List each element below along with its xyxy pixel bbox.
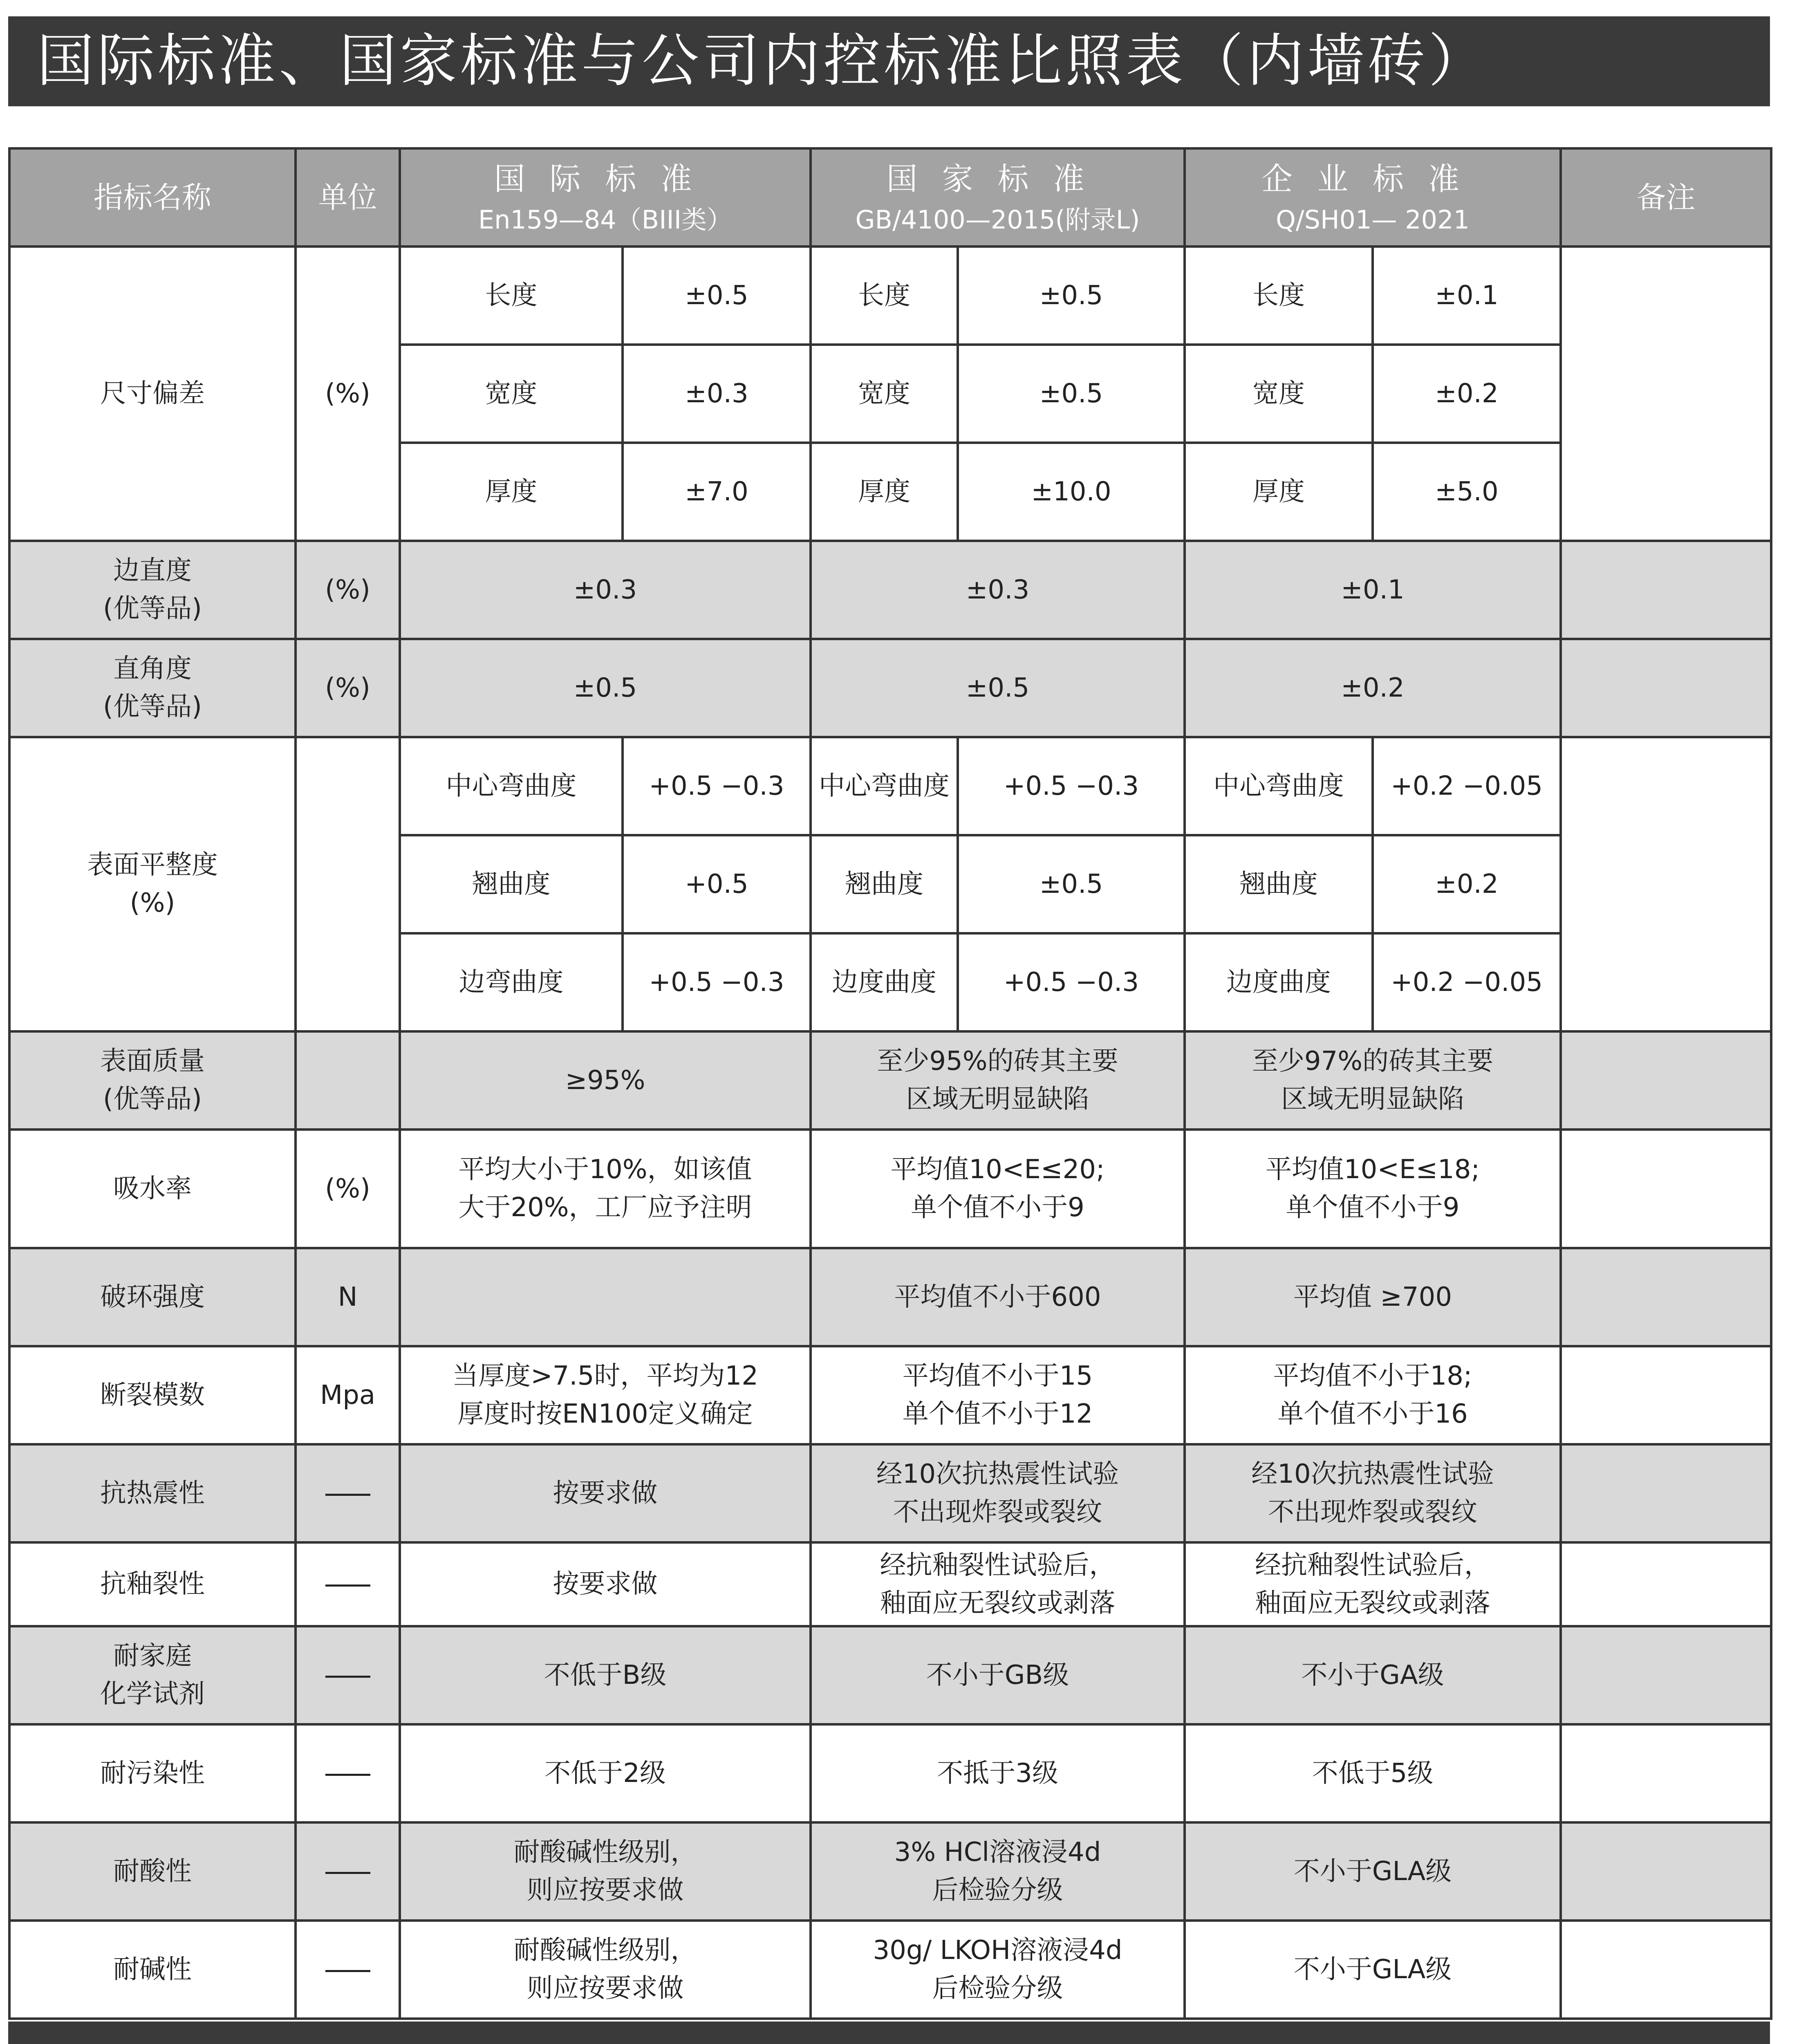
cell-value: 不小于GLA级	[1185, 1921, 1561, 2019]
row-unit	[296, 1822, 400, 1921]
cell-value: ±0.5	[811, 639, 1185, 737]
row-unit	[296, 1031, 400, 1130]
cell-value: ±5.0	[1373, 443, 1561, 541]
cell-value: 平均值不小于15 单个值不小于12	[811, 1346, 1185, 1444]
row-unit	[296, 1626, 400, 1724]
table-row	[9, 1822, 1771, 1921]
cell-label: 翘曲度	[1185, 835, 1373, 933]
row-unit	[296, 737, 400, 1031]
table-row	[9, 1724, 1771, 1822]
cell-value: 经10次抗热震性试验 不出现炸裂或裂纹	[1185, 1444, 1561, 1542]
row-remark	[1561, 1346, 1771, 1444]
table-row	[9, 1346, 1771, 1444]
header-ent: 企业标准 Q/SH01— 2021	[1185, 148, 1561, 247]
table-row	[9, 1130, 1771, 1248]
row-name: 边直度 (优等品)	[9, 541, 296, 639]
row-name: 断裂模数	[9, 1346, 296, 1444]
row-name: 破环强度	[9, 1248, 296, 1346]
table-row	[9, 1626, 1771, 1724]
row-unit: N	[296, 1248, 400, 1346]
row-unit	[296, 1542, 400, 1626]
cell-value: +0.2 −0.05	[1373, 933, 1561, 1031]
cell-label: 宽度	[811, 345, 958, 443]
row-remark	[1561, 247, 1771, 541]
row-unit: (%)	[296, 1130, 400, 1248]
cell-label: 长度	[1185, 247, 1373, 345]
cell-label: 宽度	[400, 345, 623, 443]
header-natl: 国家标准 GB/4100—2015(附录L)	[811, 148, 1185, 247]
cell-label: 厚度	[811, 443, 958, 541]
page-title: 国际标准、国家标准与公司内控标准比照表（内墙砖）	[8, 16, 1770, 106]
row-remark	[1561, 1921, 1771, 2019]
row-name: 表面质量 (优等品)	[9, 1031, 296, 1130]
dash-mark	[325, 1872, 370, 1874]
row-name: 耐碱性	[9, 1921, 296, 2019]
cell-value: 耐酸碱性级别， 则应按要求做	[400, 1921, 811, 2019]
cell-value: ±0.2	[1373, 835, 1561, 933]
table-row	[9, 247, 1771, 345]
cell-value: 不小于GLA级	[1185, 1822, 1561, 1921]
cell-value: 经抗釉裂性试验后， 釉面应无裂纹或剥落	[811, 1542, 1185, 1626]
cell-value: ±0.5	[400, 639, 811, 737]
cell-label: 中心弯曲度	[400, 737, 623, 835]
row-remark	[1561, 541, 1771, 639]
cell-value: 按要求做	[400, 1542, 811, 1626]
dash-mark	[325, 1970, 370, 1972]
row-remark	[1561, 1724, 1771, 1822]
row-unit: (%)	[296, 247, 400, 541]
cell-value: 不抵于3级	[811, 1724, 1185, 1822]
header-intl: 国际标准 En159—84（BIII类）	[400, 148, 811, 247]
row-remark	[1561, 1822, 1771, 1921]
table-header	[9, 148, 1771, 247]
row-name: 吸水率	[9, 1130, 296, 1248]
row-name: 抗热震性	[9, 1444, 296, 1542]
row-name: 表面平整度 (%)	[9, 737, 296, 1031]
cell-label: 边弯曲度	[400, 933, 623, 1031]
row-remark	[1561, 1130, 1771, 1248]
cell-value: 平均值不小于600	[811, 1248, 1185, 1346]
table-row	[9, 1444, 1771, 1542]
dash-mark	[325, 1774, 370, 1776]
row-name: 直角度 (优等品)	[9, 639, 296, 737]
row-name: 耐酸性	[9, 1822, 296, 1921]
cell-value: +0.5 −0.3	[623, 737, 811, 835]
cell-label: 翘曲度	[811, 835, 958, 933]
standards-table	[8, 147, 1772, 2020]
row-unit	[296, 1444, 400, 1542]
cell-value	[400, 1248, 811, 1346]
row-remark	[1561, 1626, 1771, 1724]
row-remark	[1561, 737, 1771, 1031]
cell-value: 不小于GB级	[811, 1626, 1185, 1724]
cell-value: 平均值不小于18; 单个值不小于16	[1185, 1346, 1561, 1444]
cell-value: 至少97%的砖其主要 区域无明显缺陷	[1185, 1031, 1561, 1130]
cell-value: ±0.2	[1373, 345, 1561, 443]
cell-value: ±0.1	[1185, 541, 1561, 639]
cell-value: 30g/ LKOH溶液浸4d 后检验分级	[811, 1921, 1185, 2019]
dash-mark	[325, 1585, 370, 1587]
table-row	[9, 1542, 1771, 1626]
cell-label: 翘曲度	[400, 835, 623, 933]
table-row	[9, 1921, 1771, 2019]
row-remark	[1561, 1444, 1771, 1542]
row-name: 尺寸偏差	[9, 247, 296, 541]
cell-value: +0.5 −0.3	[958, 737, 1185, 835]
row-unit: (%)	[296, 541, 400, 639]
cell-value: 不低于B级	[400, 1626, 811, 1724]
cell-value: 至少95%的砖其主要 区域无明显缺陷	[811, 1031, 1185, 1130]
table-row	[9, 737, 1771, 835]
row-remark	[1561, 1542, 1771, 1626]
row-name: 耐污染性	[9, 1724, 296, 1822]
row-name: 耐家庭 化学试剂	[9, 1626, 296, 1724]
row-name: 抗釉裂性	[9, 1542, 296, 1626]
cell-value: 耐酸碱性级别， 则应按要求做	[400, 1822, 811, 1921]
dash-mark	[325, 1494, 370, 1496]
row-unit: (%)	[296, 639, 400, 737]
table-row	[9, 1031, 1771, 1130]
cell-value: ±0.2	[1185, 639, 1561, 737]
cell-value: ±0.5	[623, 247, 811, 345]
cell-value: ≥95%	[400, 1031, 811, 1130]
cell-value: ±0.5	[958, 835, 1185, 933]
cell-label: 长度	[400, 247, 623, 345]
cell-value: ±0.3	[811, 541, 1185, 639]
cell-value: 平均值 ≥700	[1185, 1248, 1561, 1346]
header-unit: 单位	[296, 148, 400, 247]
cell-label: 厚度	[1185, 443, 1373, 541]
cell-label: 边度曲度	[811, 933, 958, 1031]
table-row	[9, 1248, 1771, 1346]
cell-value: 平均值10<E≤20; 单个值不小于9	[811, 1130, 1185, 1248]
cell-label: 长度	[811, 247, 958, 345]
cell-label: 厚度	[400, 443, 623, 541]
cell-value: ±10.0	[958, 443, 1185, 541]
cell-value: 不低于5级	[1185, 1724, 1561, 1822]
row-remark	[1561, 1031, 1771, 1130]
cell-value: ±7.0	[623, 443, 811, 541]
cell-value: 按要求做	[400, 1444, 811, 1542]
cell-value: 当厚度>7.5时，平均为12 厚度时按EN100定义确定	[400, 1346, 811, 1444]
row-unit	[296, 1921, 400, 2019]
cell-value: 平均值10<E≤18; 单个值不小于9	[1185, 1130, 1561, 1248]
cell-value: 不小于GA级	[1185, 1626, 1561, 1724]
row-unit	[296, 1724, 400, 1822]
cell-value: +0.5 −0.3	[623, 933, 811, 1031]
dash-mark	[325, 1676, 370, 1678]
row-remark	[1561, 639, 1771, 737]
header-name: 指标名称	[9, 148, 296, 247]
cell-value: ±0.5	[958, 345, 1185, 443]
header-remark: 备注	[1561, 148, 1771, 247]
cell-value: 不低于2级	[400, 1724, 811, 1822]
cell-value: +0.5	[623, 835, 811, 933]
table-row	[9, 541, 1771, 639]
table-row	[9, 639, 1771, 737]
cell-label: 边度曲度	[1185, 933, 1373, 1031]
row-unit: Mpa	[296, 1346, 400, 1444]
cell-value: 经10次抗热震性试验 不出现炸裂或裂纹	[811, 1444, 1185, 1542]
cell-value: ±0.3	[400, 541, 811, 639]
section-divider	[8, 2022, 1770, 2044]
cell-value: 平均大小于10%，如该值 大于20%，工厂应予注明	[400, 1130, 811, 1248]
cell-label: 中心弯曲度	[1185, 737, 1373, 835]
cell-value: 3% HCl溶液浸4d 后检验分级	[811, 1822, 1185, 1921]
cell-value: ±0.1	[1373, 247, 1561, 345]
cell-label: 宽度	[1185, 345, 1373, 443]
row-remark	[1561, 1248, 1771, 1346]
cell-value: ±0.5	[958, 247, 1185, 345]
cell-value: 经抗釉裂性试验后， 釉面应无裂纹或剥落	[1185, 1542, 1561, 1626]
cell-value: +0.2 −0.05	[1373, 737, 1561, 835]
cell-label: 中心弯曲度	[811, 737, 958, 835]
cell-value: +0.5 −0.3	[958, 933, 1185, 1031]
cell-value: ±0.3	[623, 345, 811, 443]
